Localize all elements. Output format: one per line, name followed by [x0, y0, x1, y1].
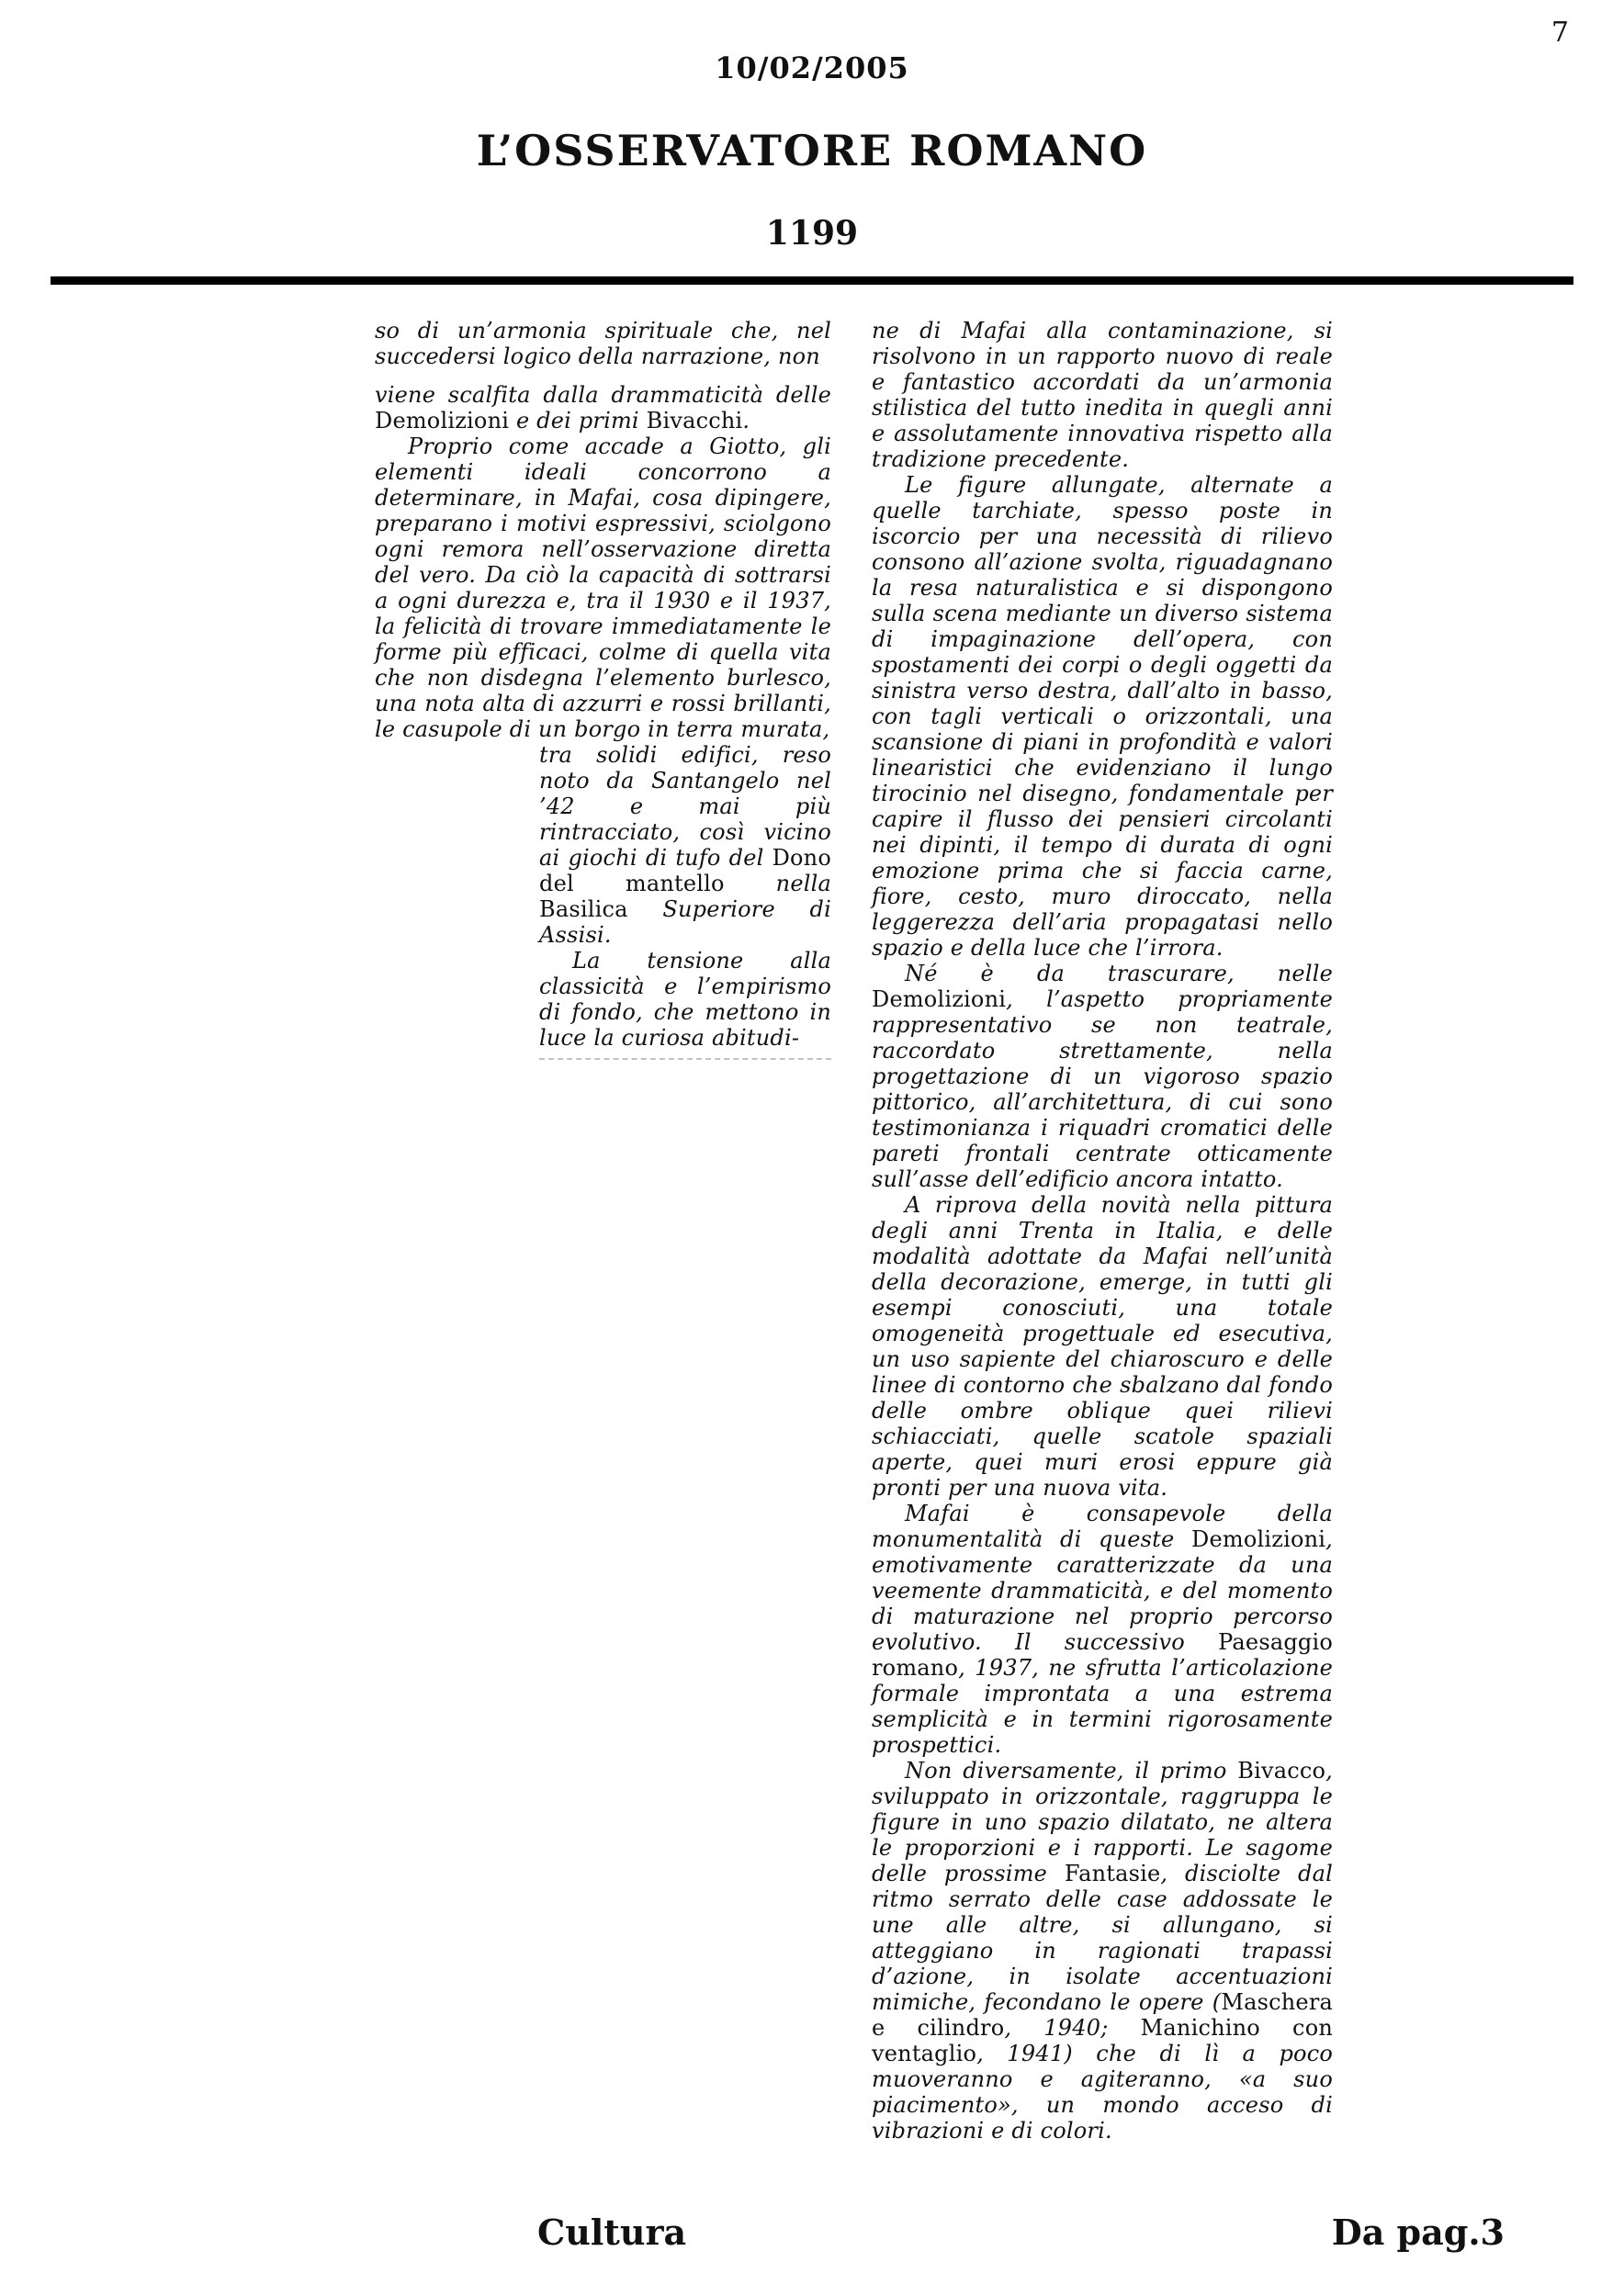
header-divider-rule	[51, 276, 1573, 285]
body-text: , 1937, ne sfrutta l’articolazione formale improntata a una estrema semplicità e in termini rigorosamente prospettici.	[872, 1655, 1333, 1758]
clipping-date: 10/02/2005	[715, 51, 909, 85]
paragraph: Le figure allungate, alternate a quelle tarchiate, spesso poste in iscorcio per una necessità di rilievo consono all’azione svolta, riguadagnano la resa naturalistica e si dispongono sulla scena mediante un diverso sistema di impaginazione dell’opera, con spostamenti dei corpi o degli oggetti da sinistra verso destra, dall’alto in basso, con tagli verticali o orizzontali, una scansione di piani in profondità e valori linearistici che evidenziano il lungo tirocinio nel disegno, fondamentale per capire il flusso dei pensieri circolanti nei dipinti, il tempo di durata di ogni emozione prima che si faccia carne, fiore, cesto, muro diroccato, nella leggerezza dell’aria propagatasi nello spazio e della luce che l’irrora.	[872, 472, 1333, 961]
body-text: , disciolte dal ritmo serrato delle case addossate le une alle altre, si allungano, si atteggiano in ragionati trapassi d’azione, in isolate accentuazioni mimiche, fecondano le opere (	[872, 1861, 1333, 2015]
paragraph: A riprova della novità nella pittura degli anni Trenta in Italia, e delle modalità adottate da Mafai nell’unità della decorazione, emerge, in tutti gli esempi conosciuti, una totale omogeneità progettuale ed esecutiva, un uso sapiente del chiaroscuro e delle linee di contorno che sbalzano dal fondo delle ombre oblique quei rilievi schiacciati, quelle scatole spaziali aperte, quei muri erosi eppure già pronti per una nuova vita.	[872, 1192, 1333, 1501]
footer-section-label: Cultura	[537, 2212, 687, 2253]
emphasized-roman-text: Basilica	[539, 896, 628, 922]
emphasized-roman-text: Demolizioni	[872, 986, 1007, 1012]
emphasized-roman-text: Bivacchi	[646, 408, 743, 433]
right-column	[872, 318, 1333, 2144]
paragraph: so di un’armonia spirituale che, nel succedersi logico della narrazione, non	[375, 318, 831, 369]
emphasized-roman-text: Fantasie	[1064, 1861, 1161, 1886]
emphasized-roman-text: Bivacco	[1237, 1758, 1326, 1784]
body-text: , 1940;	[1004, 2015, 1141, 2041]
paragraph: Proprio come accade a Giotto, gli elementi ideali concorrono a determinare, in Mafai, cosa dipingere, preparano i motivi espressivi, sciolgono ogni remora nell’osservazione diretta del vero. Da ciò la capacità di sottrarsi a ogni durezza e, tra il 1930 e il 1937, la felicità di trovare immediatamente le forme più efficaci, colme di quella vita che non disdegna l’elemento burlesco, una nota alta di azzurri e rossi brillanti, le casupole di un borgo in terra murata,	[375, 433, 831, 742]
emphasized-roman-text: Demolizioni	[375, 408, 510, 433]
narrow-text-block	[539, 742, 831, 1060]
body-text: , emotivamente caratterizzate da una veemente drammaticità, e del momento di maturazione nel proprio percorso evolutivo. Il successivo	[872, 1526, 1333, 1655]
emphasized-roman-text: Maschera e cilindro	[872, 1989, 1333, 2041]
paragraph	[872, 961, 1333, 1192]
body-text: nella	[724, 871, 831, 896]
paragraph	[375, 382, 831, 433]
issue-number: 1199	[765, 214, 859, 253]
footer-source-page: Da pag.3	[1331, 2212, 1505, 2253]
cut-mark	[539, 1056, 831, 1060]
body-text: , l’aspetto propriamente rappresentativo se non teatrale, raccordato strettamente, nella progettazione di un vigoroso spazio pittorico, all’architettura, di cui sono testimonianza i riquadri cromatici delle pareti frontali centrate otticamente sull’asse dell’edificio ancora intatto.	[872, 986, 1333, 1192]
body-text: Mafai è consapevole della monumentalità di queste	[872, 1501, 1333, 1552]
body-text: , sviluppato in orizzontale, raggruppa le figure in uno spazio dilatato, ne altera le proporzioni e i rapporti. Le sagome delle prossime	[872, 1758, 1333, 1886]
body-text: e dei primi	[509, 408, 647, 433]
body-text: Non diversamente, il primo	[905, 1758, 1238, 1784]
clipping-footer	[0, 2212, 1624, 2257]
masthead-title: L’OSSERVATORE ROMANO	[476, 126, 1148, 175]
body-text: Superiore di Assisi.	[539, 896, 831, 948]
body-text: viene scalfita dalla drammaticità delle	[375, 382, 831, 408]
article-body	[375, 318, 1624, 2144]
emphasized-roman-text: Manichino con ventaglio	[872, 2015, 1334, 2066]
page-number: 7	[1551, 17, 1569, 49]
paragraph: ne di Mafai alla contaminazione, si risolvono in un rapporto nuovo di reale e fantastico accordati da un’armonia stilistica del tutto inedita in quegli anni e assolutamente innovativa rispetto alla tradizione precedente.	[872, 318, 1333, 472]
emphasized-roman-text: Dono del mantello	[539, 845, 831, 896]
left-column	[375, 318, 831, 2144]
clipping-header	[0, 0, 1624, 253]
emphasized-roman-text: Demolizioni	[1191, 1526, 1326, 1552]
emphasized-roman-text: Paesaggio romano	[872, 1629, 1333, 1681]
body-text: .	[742, 408, 750, 433]
paragraph	[872, 1501, 1333, 1758]
body-text: Né è da trascurare, nelle	[905, 961, 1333, 986]
paragraph	[539, 742, 831, 948]
paragraph	[872, 1758, 1333, 2144]
body-text: tra solidi edifici, reso noto da Santangelo nel ’42 e mai più rintracciato, così vicino ai giochi di tufo del	[539, 742, 831, 871]
paragraph: La tensione alla classicità e l’empirismo di fondo, che mettono in luce la curiosa abitudi-	[539, 948, 831, 1051]
body-text: , 1941) che di lì a poco muoveranno e agiteranno, «a suo piacimento», un mondo acceso di vibrazioni e di colori.	[872, 2041, 1333, 2144]
